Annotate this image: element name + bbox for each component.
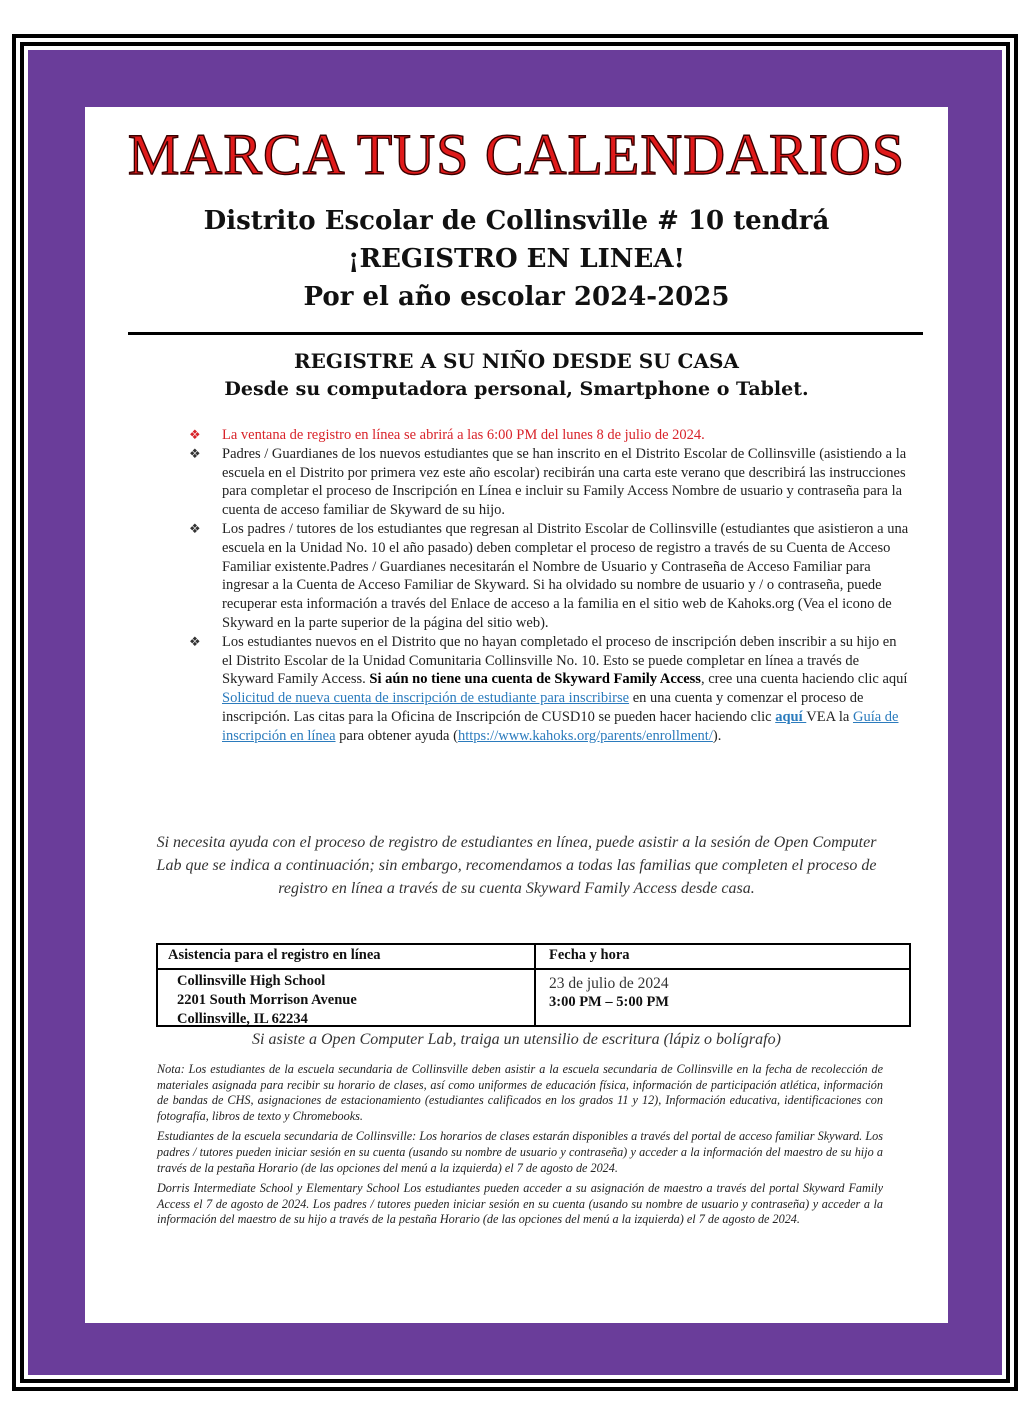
bullet-text: en una cuenta y comenzar el proceso de inscripción. Las citas para la Oficina de Inscripción de CUSD10 se pueden hacer haciendo clic xyxy=(222,690,864,725)
location-street: 2201 South Morrison Avenue xyxy=(177,992,357,1008)
location-city: Collinsville, IL 62234 xyxy=(177,1011,308,1027)
register-title: REGISTRE A SU NIÑO DESDE SU CASA xyxy=(294,349,739,373)
location-name: Collinsville High School xyxy=(177,973,326,989)
note-paragraph: Nota: Los estudiantes de la escuela secundaria de Collinsville deben asistir a la escuela secundaria de Collinsville en la fecha de recolección de materiales asignada para recibir su horario de clases, así como uniformes de educación física, información de participación atlética, información de bandas de CHS, asignaciones de estacionamiento (estudiantes calificados en los grados 11 y 12), Información educativa, identificaciones con fotografía, libros de texto y Chromebooks. xyxy=(157,1062,883,1123)
diamond-bullet-icon: ❖ xyxy=(189,520,201,536)
bring-note: Si asiste a Open Computer Lab, traiga un utensilio de escritura (lápiz o bolígrafo) xyxy=(252,1031,781,1048)
table-divider xyxy=(534,945,536,1025)
bullet-text: La ventana de registro en línea se abrirá a las 6:00 PM del lunes 8 de julio de 2024. xyxy=(222,427,705,443)
headline: MARCA TUS CALENDARIOS xyxy=(127,122,906,187)
table-header-assistance: Asistencia para el registro en línea xyxy=(168,947,381,963)
list-item xyxy=(189,445,909,520)
diamond-bullet-icon: ❖ xyxy=(189,445,201,461)
bullet-bold-text: Si aún no tiene una cuenta de Skyward Family Access xyxy=(369,671,701,688)
table-divider xyxy=(158,968,909,970)
bullet-text: para obtener ayuda ( xyxy=(335,727,458,744)
new-account-link[interactable]: Solicitud de nueva cuenta de inscripción de estudiante para inscribirse xyxy=(222,690,630,707)
list-item xyxy=(189,426,909,445)
diamond-bullet-icon: ❖ xyxy=(189,427,201,442)
bullet-text: Padres / Guardianes de los nuevos estudiantes que se han inscrito en el Distrito Escolar de Collinsville (asistiendo a la escuela en el Distrito por primera vez este año escolar) recibirán una carta este verano que describirá las instrucciones para completar el proceso de Inscripción en Línea e incluir su Family Access Nombre de usuario y contraseña para la cuenta de acceso familiar de Skyward de su hijo. xyxy=(222,445,907,519)
online-registration-line: ¡REGISTRO EN LINEA! xyxy=(348,244,685,274)
school-year-line: Por el año escolar 2024-2025 xyxy=(303,282,730,312)
bullet-text: VEA la xyxy=(806,708,853,725)
bullet-text: Los padres / tutores de los estudiantes que regresan al Distrito Escolar de Collinsville (estudiantes que asistieron a una escuela en la Unidad No. 10 el año pasado) deben completar el proceso de registro a través de su Cuenta de Acceso Familiar existente.Padres / Guardianes necesitarán el Nombre de Usuario y Contraseña de Acceso Familiar para ingresar a la Cuenta de Acceso Familiar de Skyward. Si ha olvidado su nombre de usuario y / o contraseña, puede recuperar esta información a través del Enlace de acceso a la familia en el sitio web de Kahoks.org (Vea el icono de Skyward en la parte superior de la página del sitio web). xyxy=(222,520,909,631)
assistance-table xyxy=(156,943,911,1027)
bullet-text: , cree una cuenta haciendo clic aquí xyxy=(700,671,908,688)
location-cell xyxy=(177,972,357,1029)
flyer-content xyxy=(85,107,948,1323)
enrollment-guide-link[interactable]: Guía de inscripción en línea xyxy=(222,708,899,744)
district-line: Distrito Escolar de Collinsville # 10 tendrá xyxy=(203,206,830,236)
bullet-list xyxy=(189,426,909,746)
note-paragraph: Estudiantes de la escuela secundaria de Collinsville: Los horarios de clases estarán disponibles a través del portal de acceso familiar Skyward. Los padres / tutores pueden iniciar sesión en su cuenta (usando su nombre de usuario y contraseña) y acceder a la información del maestro de su hijo a través de la pestaña Horario (de las opciones del menú a la izquierda) el 7 de agosto de 2024. xyxy=(157,1129,883,1175)
list-item xyxy=(189,520,909,633)
divider-rule xyxy=(128,332,923,335)
notes-section xyxy=(157,1062,883,1233)
help-paragraph: Si necesita ayuda con el proceso de registro de estudiantes en línea, puede asistir a la sesión de Open Computer Lab que se indica a continuación; sin embargo, recomendamos a todas las familias que completen el proceso de registro en línea a través de su cuenta Skyward Family Access desde casa. xyxy=(156,834,877,897)
session-time: 3:00 PM – 5:00 PM xyxy=(549,994,669,1010)
session-date: 23 de julio de 2024 xyxy=(549,975,669,992)
diamond-bullet-icon: ❖ xyxy=(189,633,201,649)
appointment-link[interactable]: aquí xyxy=(775,708,807,725)
bullet-text: Los estudiantes nuevos en el Distrito que no hayan completado el proceso de inscripción deben inscribir a su hijo en el Distrito Escolar de la Unidad Comunitaria Collinsville No. 10. Esto se puede completar en línea a través de Skyward Family Access. xyxy=(222,633,897,688)
enrollment-url-link[interactable]: https://www.kahoks.org/parents/enrollment/ xyxy=(457,727,713,744)
bullet-text: ). xyxy=(712,727,722,744)
table-header-date: Fecha y hora xyxy=(549,947,630,963)
note-paragraph: Dorris Intermediate School y Elementary School Los estudiantes pueden acceder a su asignación de maestro a través del portal Skyward Family Access el 7 de agosto de 2024. Los padres / tutores pueden iniciar sesión en su cuenta (usando su nombre de usuario y contraseña) y acceder a la información del maestro de su hijo a través de la pestaña Horario (de las opciones del menú a la izquierda) el 7 de agosto de 2024. xyxy=(157,1181,883,1227)
list-item xyxy=(189,633,909,746)
register-subtitle: Desde su computadora personal, Smartphone o Tablet. xyxy=(224,378,809,400)
